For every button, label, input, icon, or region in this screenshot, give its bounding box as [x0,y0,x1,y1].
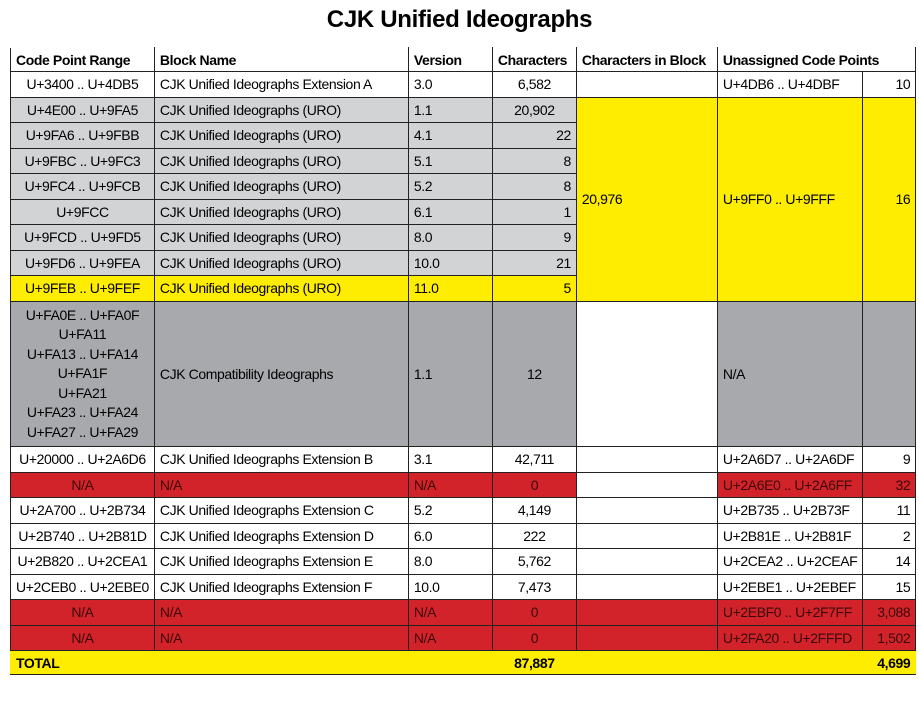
cell-chars: 7,473 [492,574,576,600]
cell-block: CJK Unified Ideographs (URO) [154,250,408,276]
uro-unassigned-range: U+9FF0 .. U+9FFF [717,97,862,301]
cell-in-block [576,472,717,498]
cell-in-block [576,301,717,447]
cell-in-block [576,72,717,98]
cell-unassigned-count: 2 [863,523,916,549]
cell-unassigned-count: 14 [863,549,916,575]
table-row [11,447,916,473]
cell-range: U+9FC4 .. U+9FCB [11,174,155,200]
cell-chars: 5 [492,276,576,302]
cell-block: N/A [154,625,408,651]
cell-range: U+2B820 .. U+2CEA1 [11,549,155,575]
cell-unassigned-range: U+2EBF0 .. U+2F7FF [717,600,862,626]
total-row [11,651,916,675]
cell-unassigned-count: 1,502 [863,625,916,651]
table-row [11,549,916,575]
cell-version: 11.0 [408,276,492,302]
total-label: TOTAL [11,651,155,675]
cell-block: N/A [154,472,408,498]
cell-version: 6.0 [408,523,492,549]
cell-range: N/A [11,625,155,651]
cell-unassigned-range: U+2A6E0 .. U+2A6FF [717,472,862,498]
cell-unassigned-count [863,301,916,447]
cell-range: U+20000 .. U+2A6D6 [11,447,155,473]
cell-version: 5.1 [408,148,492,174]
cell-unassigned-count: 10 [863,72,916,98]
cell-in-block [576,498,717,524]
cell-chars: 6,582 [492,72,576,98]
cell-range: U+2CEB0 .. U+2EBE0 [11,574,155,600]
cell-unassigned-count: 11 [863,498,916,524]
cell-version: 5.2 [408,174,492,200]
cell-chars: 9 [492,225,576,251]
total-characters: 87,887 [492,651,576,675]
cell-unassigned-range: U+2B81E .. U+2B81F [717,523,862,549]
cell-range: U+3400 .. U+4DB5 [11,72,155,98]
cell-block: CJK Unified Ideographs (URO) [154,123,408,149]
cell-block: CJK Compatibility Ideographs [154,301,408,447]
compat-range-line: U+FA21 [58,384,107,401]
header-unassigned-code-points: Unassigned Code Points [717,48,915,72]
cell-block: CJK Unified Ideographs (URO) [154,276,408,302]
cell-in-block [576,447,717,473]
cell-version: 1.1 [408,97,492,123]
cell-version: 8.0 [408,549,492,575]
cell-unassigned-range: U+2A6D7 .. U+2A6DF [717,447,862,473]
cell-range: U+9FD6 .. U+9FEA [11,250,155,276]
cell-block: CJK Unified Ideographs Extension B [154,447,408,473]
compat-ranges [11,301,155,447]
compat-range-line: U+FA1F [57,365,108,381]
cell-range: U+4E00 .. U+9FA5 [11,97,155,123]
cell-chars: 4,149 [492,498,576,524]
cell-block: N/A [154,600,408,626]
cell-block: CJK Unified Ideographs Extension F [154,574,408,600]
table-row [11,625,916,651]
cell-block: CJK Unified Ideographs (URO) [154,199,408,225]
cell-version: N/A [408,600,492,626]
page-title: CJK Unified Ideographs [326,6,593,33]
uro-unassigned-count: 16 [863,97,916,301]
cell-unassigned-range: U+2FA20 .. U+2FFFD [717,625,862,651]
cell-range: U+9FA6 .. U+9FBB [11,123,155,149]
cell-unassigned-range: U+2CEA2 .. U+2CEAF [717,549,862,575]
cell-unassigned-range: U+2B735 .. U+2B73F [717,498,862,524]
cell-chars: 8 [492,174,576,200]
cell-version: 10.0 [408,574,492,600]
cjk-table [10,47,916,675]
cell-chars: 222 [492,523,576,549]
cell-chars: 0 [492,625,576,651]
cell-range: U+9FEB .. U+9FEF [11,276,155,302]
cell-block: CJK Unified Ideographs (URO) [154,148,408,174]
cell-unassigned-range: U+4DB6 .. U+4DBF [717,72,862,98]
cell-chars: 8 [492,148,576,174]
cell-version: 5.2 [408,498,492,524]
table-row [11,97,916,123]
cell-chars: 5,762 [492,549,576,575]
cell-version: 6.1 [408,199,492,225]
cell-unassigned-range: N/A [717,301,862,447]
table-row [11,72,916,98]
cell-unassigned-count: 15 [863,574,916,600]
cell-range: U+2A700 .. U+2B734 [11,498,155,524]
cell-version: 8.0 [408,225,492,251]
cell-chars: 42,711 [492,447,576,473]
cell-in-block [576,625,717,651]
cell-block: CJK Unified Ideographs (URO) [154,225,408,251]
cell-version: N/A [408,472,492,498]
table-row [11,523,916,549]
header-code-point-range: Code Point Range [11,48,155,72]
cell-chars: 0 [492,472,576,498]
cell-chars: 0 [492,600,576,626]
cell-unassigned-range: U+2EBE1 .. U+2EBEF [717,574,862,600]
header-characters-in-block: Characters in Block [576,48,717,72]
cell-range: U+9FCD .. U+9FD5 [11,225,155,251]
compat-range-line: U+FA11 [58,326,107,342]
cell-version: 4.1 [408,123,492,149]
total-unassigned: 4,699 [863,651,916,675]
cell-version: 3.1 [408,447,492,473]
table-row [11,498,916,524]
table-row [11,301,916,447]
header-block-name: Block Name [154,48,408,72]
compat-range-line: U+FA23 .. U+FA24 [26,404,138,420]
cell-block: CJK Unified Ideographs (URO) [154,174,408,200]
cell-in-block [576,523,717,549]
cell-in-block [576,600,717,626]
total-empty [717,651,862,675]
cell-chars: 12 [492,301,576,447]
header-characters: Characters [492,48,576,72]
cell-version: 10.0 [408,250,492,276]
cell-unassigned-count: 32 [863,472,916,498]
table-row [11,472,916,498]
cell-block: CJK Unified Ideographs Extension E [154,549,408,575]
cell-in-block [576,549,717,575]
cell-range: U+2B740 .. U+2B81D [11,523,155,549]
cell-range: U+9FCC [11,199,155,225]
table-row [11,574,916,600]
uro-characters-in-block: 20,976 [576,97,717,301]
cell-range: N/A [11,472,155,498]
cell-version: 1.1 [408,301,492,447]
cell-chars: 20,902 [492,97,576,123]
cell-range: N/A [11,600,155,626]
total-empty [154,651,408,675]
cell-block: CJK Unified Ideographs (URO) [154,97,408,123]
cell-unassigned-count: 9 [863,447,916,473]
cell-block: CJK Unified Ideographs Extension C [154,498,408,524]
cell-range: U+9FBC .. U+9FC3 [11,148,155,174]
compat-range-line: U+FA0E .. U+FA0F [25,306,140,323]
cell-block: CJK Unified Ideographs Extension A [154,72,408,98]
cell-block: CJK Unified Ideographs Extension D [154,523,408,549]
header-version: Version [408,48,492,72]
total-empty [576,651,717,675]
table-row [11,600,916,626]
compat-range-line: U+FA27 .. U+FA29 [26,423,138,440]
cell-unassigned-count: 3,088 [863,600,916,626]
header-row [11,48,916,72]
cell-version: N/A [408,625,492,651]
cell-in-block [576,574,717,600]
cell-chars: 22 [492,123,576,149]
cell-chars: 21 [492,250,576,276]
compat-range-line: U+FA13 .. U+FA14 [26,345,138,362]
cell-chars: 1 [492,199,576,225]
total-empty [408,651,492,675]
cell-version: 3.0 [408,72,492,98]
